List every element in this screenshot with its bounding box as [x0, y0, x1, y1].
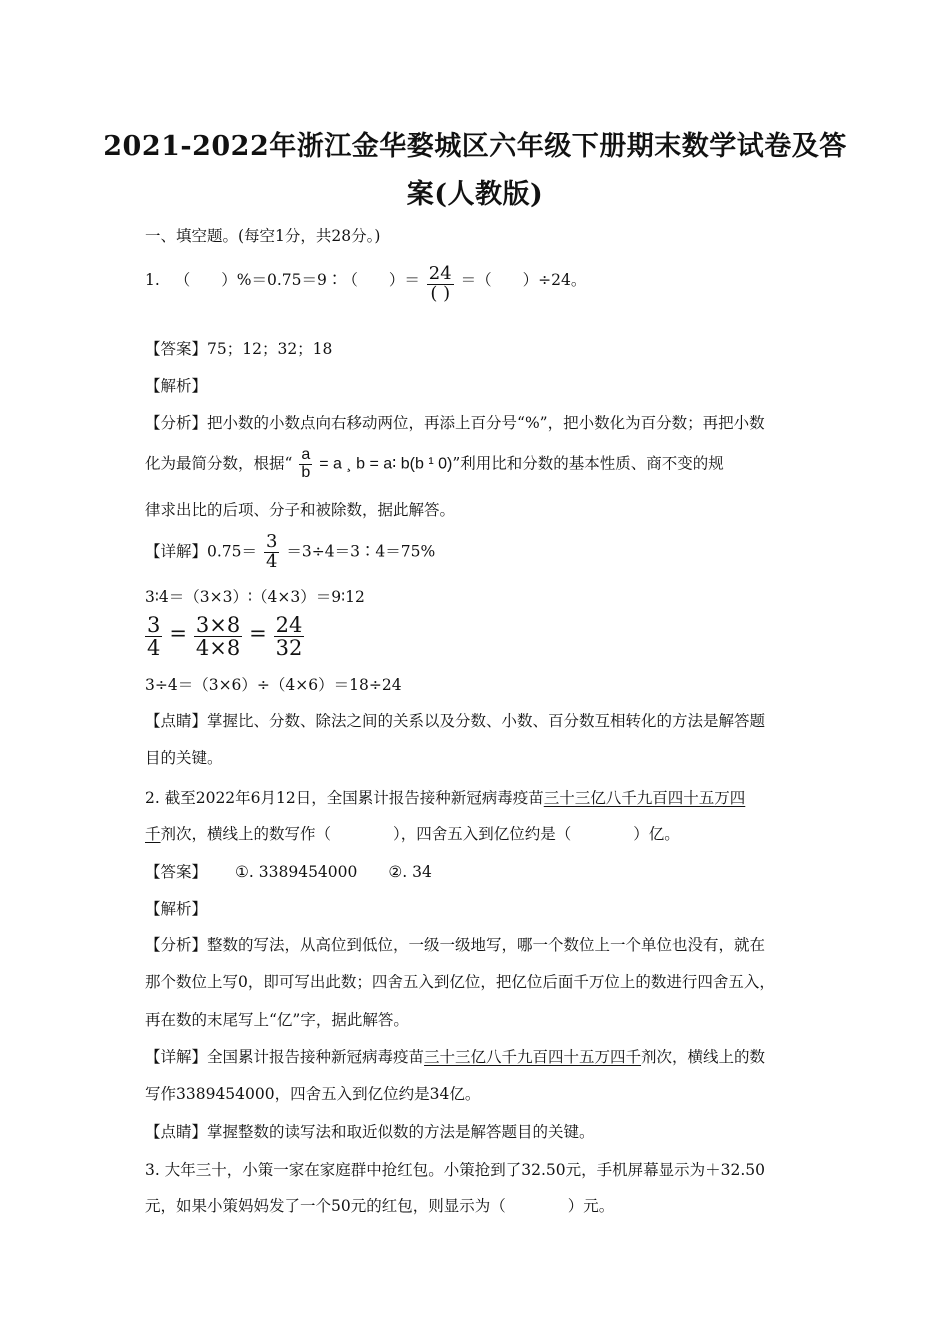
- detail-text: 全国累计报告接种新冠病毒疫苗: [207, 1048, 425, 1066]
- detail-line-2: 3∶4＝（3×3）∶（4×3）＝9∶12: [145, 588, 365, 606]
- key-point-line-1: [145, 1120, 595, 1142]
- analysis-line-3: 律求出比的后项、分子和被除数，据此解答。: [145, 501, 456, 519]
- analysis-line-1: [145, 933, 765, 955]
- question-text: 2. 截至2022年6月12日，全国累计报告接种新冠病毒疫苗: [145, 789, 544, 807]
- question-text: 剂次，横线上的数写作（ ），四舍五入到亿位约是（ ）亿。: [160, 825, 680, 843]
- detail-text: ＝3÷4＝3∶4＝75%: [286, 542, 436, 561]
- question-2-line-2: [145, 822, 680, 844]
- fraction-denominator: 4×8: [195, 636, 241, 661]
- jiexi-label: 【解析】: [145, 377, 208, 395]
- analysis-text: 整数的写法，从高位到低位，一级一级地写，哪一个数位上一个单位也没有，就在: [207, 936, 766, 954]
- fraction-numerator: 24: [275, 613, 303, 637]
- section-heading: 一、填空题。(每空1分，共28分。): [145, 227, 381, 245]
- ratio-formula: = a ¸ b = a∶ b: [319, 455, 410, 473]
- document-title-line1: 2021-2022年浙江金华婺城区六年级下册期末数学试卷及答: [103, 131, 847, 162]
- key-point-label: 【点睛】: [145, 1123, 208, 1141]
- document-title-line2: 案(人教版): [406, 179, 544, 210]
- fraction-denominator: 4: [147, 636, 161, 661]
- key-point-line-1: [145, 709, 765, 731]
- fraction-3-4: [264, 533, 279, 572]
- analysis-line-2: 那个数位上写0，即可写出此数；四舍五入到亿位，把亿位后面千万位上的数进行四舍五入，: [145, 973, 775, 991]
- answer-line: [145, 860, 432, 882]
- underlined-number-words: 三十三亿八千九百四十五万四: [543, 789, 746, 807]
- analysis-line-2: [145, 447, 724, 482]
- analysis-line-3: 再在数的末尾写上“亿”字，据此解答。: [145, 1011, 409, 1029]
- fraction-24-32: [274, 614, 305, 659]
- detail-line-1: [145, 533, 435, 572]
- detail-line-2: 写作3389454000，四舍五入到亿位约是34亿。: [145, 1085, 481, 1103]
- underlined-number-words: 千: [145, 825, 161, 843]
- detail-label: 【详解】: [145, 1048, 208, 1066]
- question-2-line-1: [145, 786, 745, 808]
- analysis-text: 把小数的小数点向右移动两位，再添上百分号“%”，把小数化为百分数；再把小数: [207, 414, 765, 432]
- fraction-a-over-b: [299, 447, 312, 482]
- fraction-numerator: 3: [147, 613, 161, 637]
- analysis-label: 【分析】: [145, 936, 208, 954]
- analysis-label: 【分析】: [145, 414, 208, 432]
- question-3-line-2: 元，如果小策妈妈发了一个50元的红包，则显示为（ ）元。: [145, 1197, 615, 1215]
- key-point-label: 【点睛】: [145, 712, 208, 730]
- analysis-text: 化为最简分数，根据“: [145, 454, 293, 473]
- fraction-denominator: 32: [275, 636, 303, 661]
- detail-label: 【详解】: [145, 542, 208, 561]
- equals-sign: =: [249, 621, 267, 646]
- equals-sign: =: [169, 621, 187, 646]
- question-text: （ ）%＝0.75＝9∶（ ）＝: [174, 270, 420, 289]
- detail-text: 剂次，横线上的数: [641, 1048, 766, 1066]
- detail-line-4: 3÷4＝（3×6）÷（4×6）＝18÷24: [145, 676, 402, 694]
- question-number: 1.: [145, 270, 160, 289]
- answer-label: 【答案】: [145, 863, 208, 881]
- question-3-line-1: 3. 大年三十，小策一家在家庭群中抢红包。小策抢到了32.50元，手机屏幕显示为＋32.50: [145, 1161, 765, 1179]
- answer-line: [145, 337, 332, 359]
- fraction-3-4: [145, 614, 162, 659]
- key-point-line-2: 目的关键。: [145, 749, 223, 767]
- fraction-denominator: 4: [265, 550, 278, 572]
- fraction-numerator: 3×8: [195, 613, 241, 637]
- question-1: [145, 265, 586, 304]
- fraction-denominator: ( ): [430, 282, 451, 304]
- analysis-line-1: [145, 411, 765, 433]
- question-text: ＝（ ）÷24。: [460, 270, 587, 289]
- underlined-number-words: 三十三亿八千九百四十五万四千: [424, 1048, 642, 1066]
- fraction-numerator: 24: [428, 263, 452, 284]
- detail-line-3: [145, 614, 306, 659]
- fraction-numerator: 3: [265, 531, 278, 552]
- condition-formula: (b ¹ 0): [409, 455, 453, 473]
- key-point-text: 掌握整数的读写法和取近似数的方法是解答题目的关键。: [207, 1123, 595, 1141]
- detail-text: 0.75＝: [207, 542, 258, 561]
- fraction-denominator: b: [301, 463, 311, 481]
- answer-label: 【答案】: [145, 340, 208, 358]
- fraction-numerator: a: [301, 446, 311, 463]
- key-point-text: 掌握比、分数、除法之间的关系以及分数、小数、百分数互相转化的方法是解答题: [207, 712, 766, 730]
- detail-line-1: [145, 1045, 765, 1067]
- analysis-text: ”利用比和分数的基本性质、商不变的规: [452, 454, 724, 473]
- answer-text: ①. 3389454000 ②. 34: [235, 863, 432, 881]
- fraction-3x8-4x8: [194, 614, 242, 659]
- fraction: [427, 265, 454, 304]
- answer-text: 75；12；32；18: [207, 340, 333, 358]
- jiexi-label: 【解析】: [145, 900, 208, 918]
